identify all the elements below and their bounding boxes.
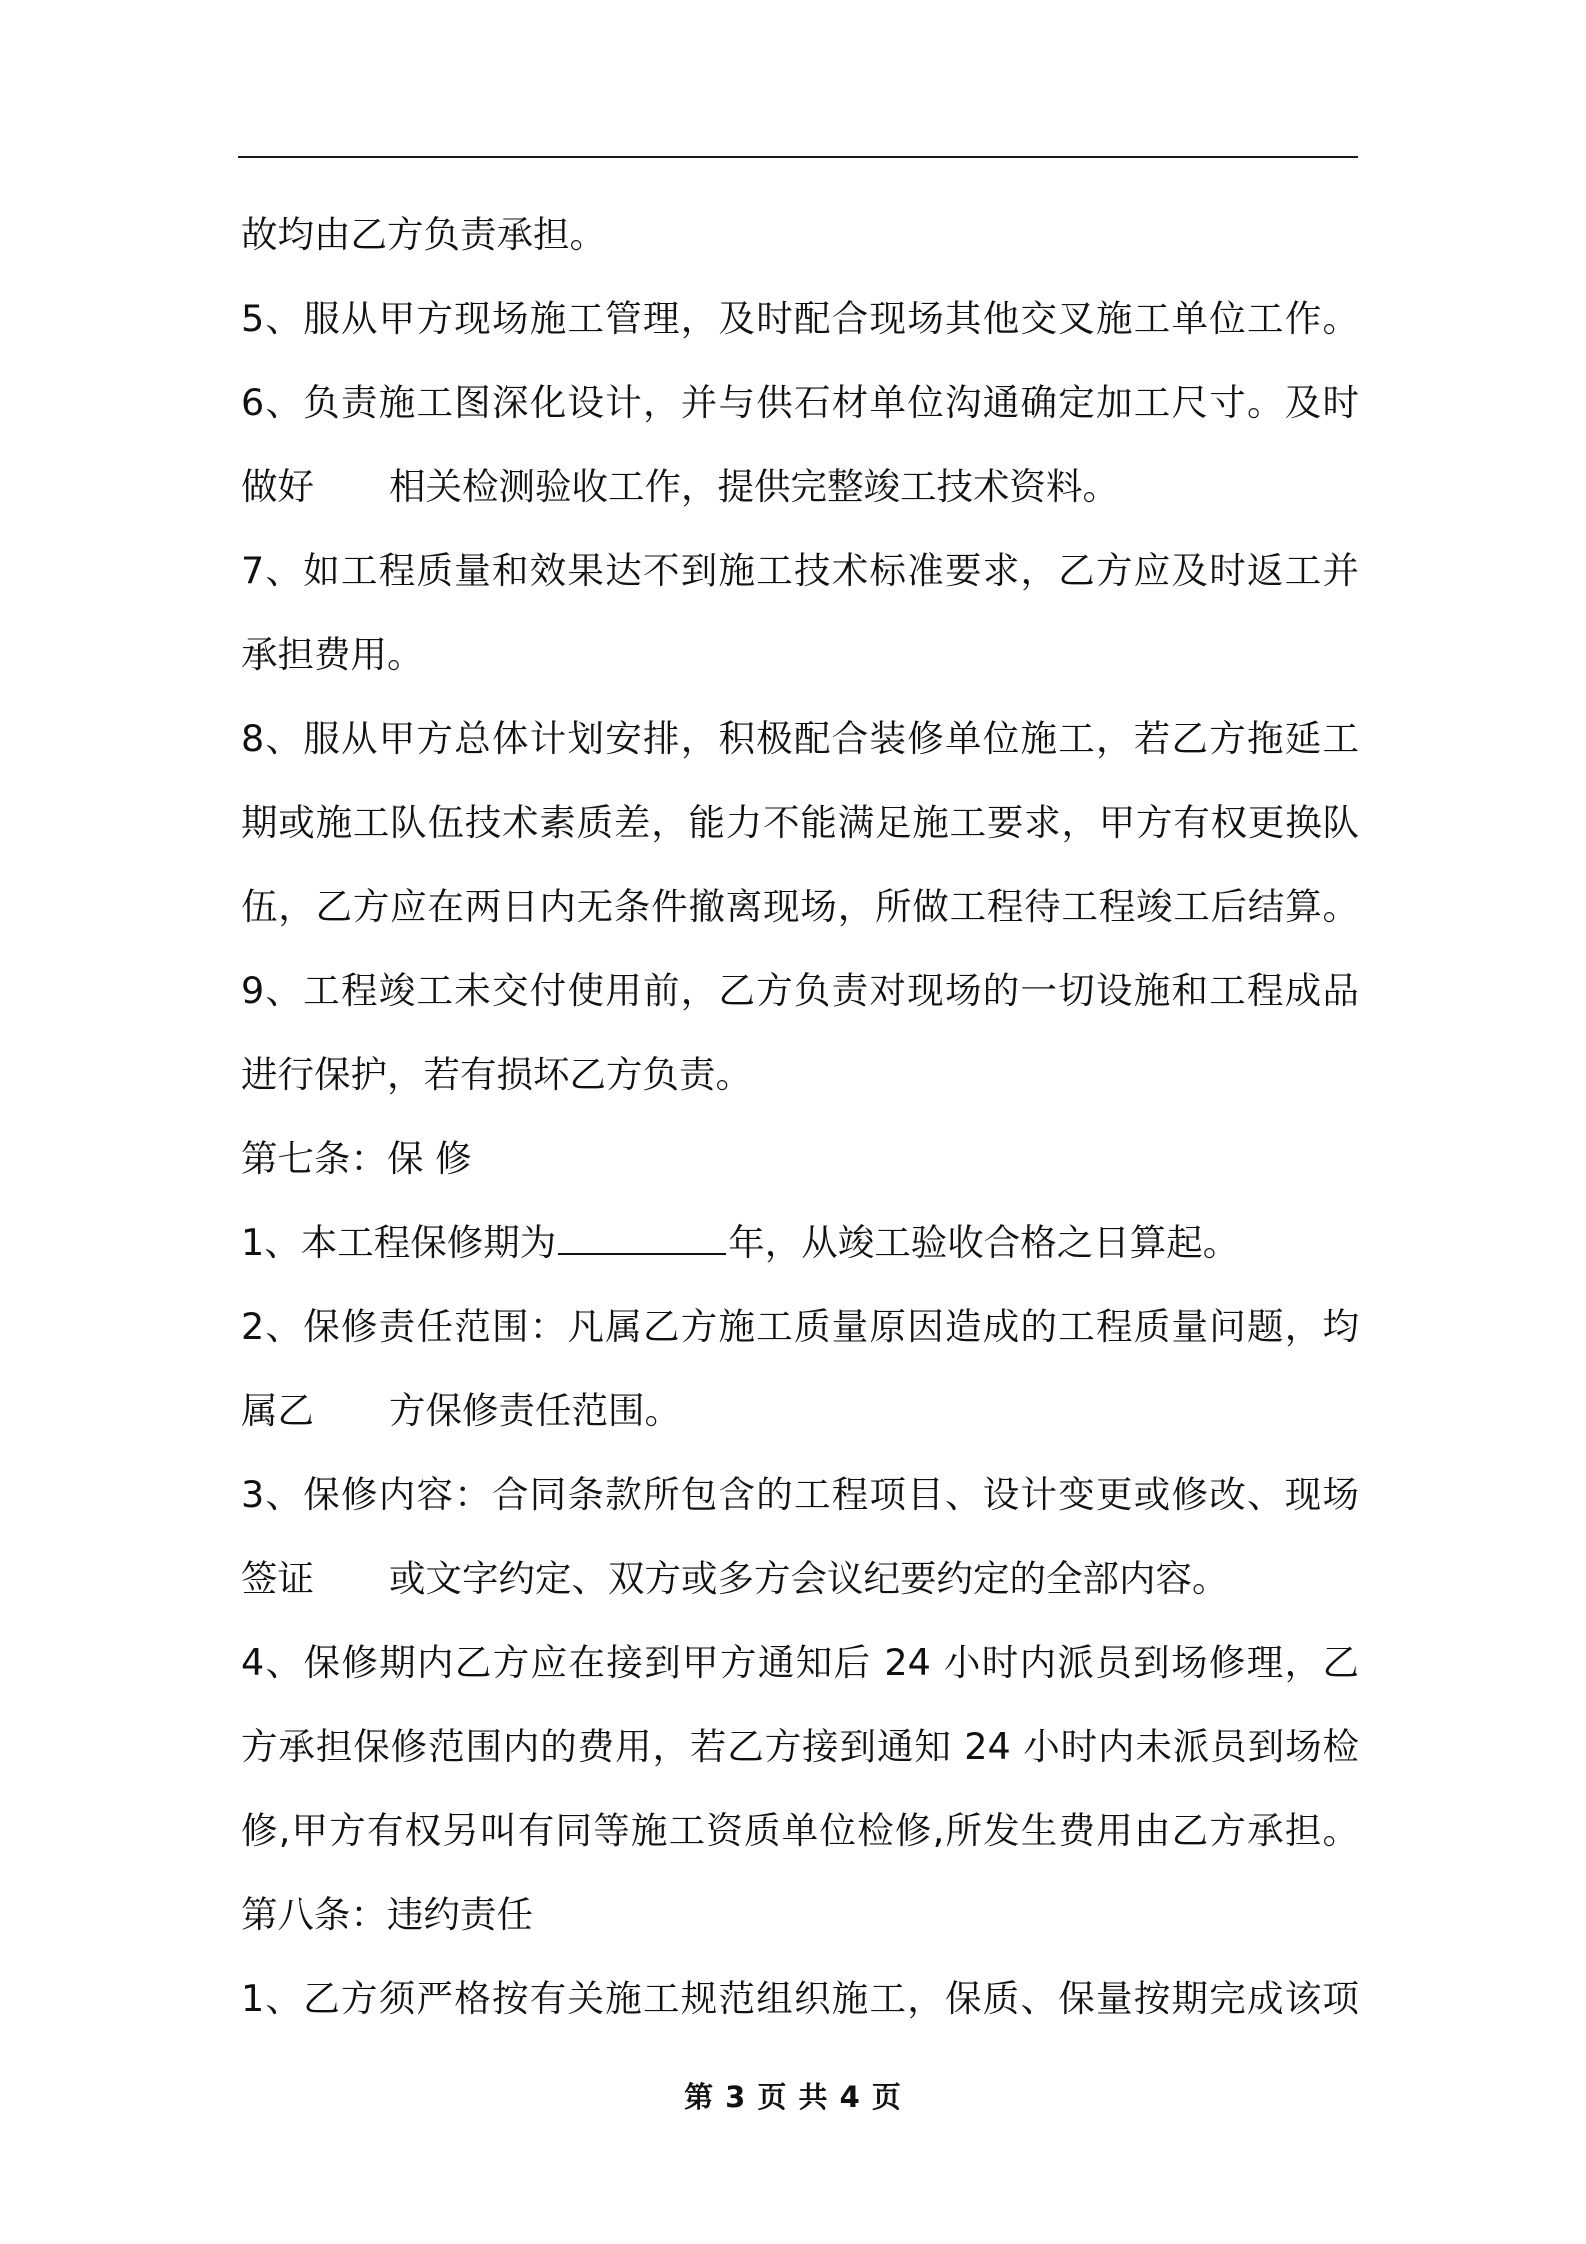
- paragraph-line: [241, 1201, 1359, 1285]
- paragraph-line: 故均由乙方负责承担。: [241, 213, 606, 256]
- line-head: 属乙: [241, 1389, 314, 1432]
- paragraph-line: [241, 1369, 1359, 1453]
- line-head: 1、本工程保修期为: [241, 1221, 557, 1264]
- line-tail: 或文字约定、双方或多方会议纪要约定的全部内容。: [389, 1557, 1229, 1600]
- paragraph-line: 3、保修内容：合同条款所包含的工程项目、设计变更或修改、现场: [241, 1473, 1359, 1516]
- paragraph-line: 伍，乙方应在两日内无条件撤离现场，所做工程待工程竣工后结算。: [241, 885, 1359, 928]
- paragraph-line: 修,甲方有权另叫有同等施工资质单位检修,所发生费用由乙方承担。: [241, 1809, 1359, 1852]
- paragraph-line: 2、保修责任范围：凡属乙方施工质量原因造成的工程质量问题，均: [241, 1305, 1359, 1348]
- paragraph-line: 9、工程竣工未交付使用前，乙方负责对现场的一切设施和工程成品: [241, 969, 1359, 1012]
- line-head: 做好: [241, 465, 314, 508]
- section-heading: 第七条：保 修: [241, 1137, 472, 1180]
- paragraph-line: 期或施工队伍技术素质差，能力不能满足施工要求，甲方有权更换队: [241, 801, 1359, 844]
- paragraph-line: 方承担保修范围内的费用，若乙方接到通知 24 小时内未派员到场检: [241, 1725, 1359, 1768]
- line-tail: 年，从竣工验收合格之日算起。: [728, 1221, 1240, 1264]
- fill-in-blank: [558, 1223, 726, 1255]
- paragraph-line: [241, 445, 1359, 529]
- paragraph-line: 7、如工程质量和效果达不到施工技术标准要求，乙方应及时返工并: [241, 549, 1359, 592]
- paragraph-line: 8、服从甲方总体计划安排，积极配合装修单位施工，若乙方拖延工: [241, 717, 1359, 760]
- paragraph-line: 承担费用。: [241, 633, 424, 676]
- page-number: 第 3 页 共 4 页: [684, 2080, 902, 2114]
- paragraph-line: [241, 1537, 1359, 1621]
- paragraph-line: 5、服从甲方现场施工管理，及时配合现场其他交叉施工单位工作。: [241, 297, 1359, 340]
- line-tail: 相关检测验收工作，提供完整竣工技术资料。: [389, 465, 1119, 508]
- paragraph-line: 4、保修期内乙方应在接到甲方通知后 24 小时内派员到场修理，乙: [241, 1641, 1359, 1684]
- section-heading: 第八条：违约责任: [241, 1893, 533, 1936]
- paragraph-line: 1、乙方须严格按有关施工规范组织施工，保质、保量按期完成该项: [241, 1977, 1359, 2020]
- document-body: [241, 193, 1359, 2041]
- header-rule: [238, 156, 1358, 158]
- line-head: 签证: [241, 1557, 314, 1600]
- line-tail: 方保修责任范围。: [389, 1389, 681, 1432]
- paragraph-line: 进行保护，若有损坏乙方负责。: [241, 1053, 752, 1096]
- paragraph-line: 6、负责施工图深化设计，并与供石材单位沟通确定加工尺寸。及时: [241, 381, 1359, 424]
